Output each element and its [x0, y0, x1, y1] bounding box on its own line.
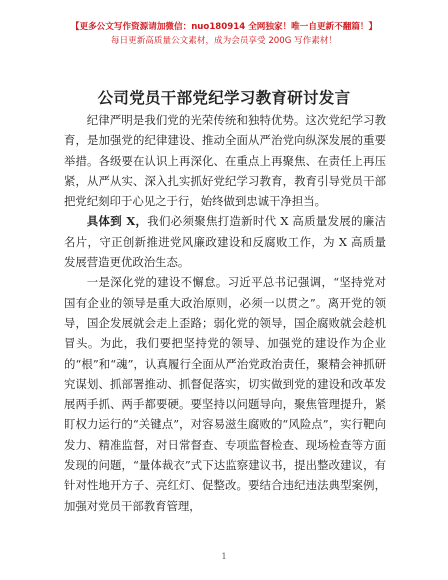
paragraph-2-lead: 具体到 X，: [86, 214, 148, 229]
paragraph-3-text: 一是深化党的建设不懈怠。习近平总书记强调，“坚持党对国有企业的领导是重大政治原则，必须一以贯之”。离开党的领导，国企发展就会走上歪路；弱化党的领导，国企腐败就会趁机冒头。为此，我们要把坚持党的领导、加强党的建设作为企业的“根”和“魂”，认真履行全面从严治党政治责任，聚精会神抓研究谋划、抓部署推动、抓督促落实，切实做到党的建设和改革发展两手抓、两手都要硬。要坚持以问题导向，聚焦管理提升，紧盯权力运行的“关键点”，对容易滋生腐败的“风险点”，实行靶向发力、精准监督，对日常督查、专项监督检查、现场检查等方面发现的问题，“量体裁衣”式下达监察建议书，提出整改建议，有针对性地开方子、亮红灯、促整改。要结合违纪违法典型案例，加强对党员干部教育管理，: [64, 275, 386, 513]
paragraph-2-text: 我们必须聚焦打造新时代 X 高质量发展的廉洁名片，守正创新推进党风廉政建设和反腐败工作，为 X 高质量发展营造更优政治生态。: [64, 214, 386, 270]
paragraph-1-text: 纪律严明是我们党的光荣传统和独特优势。这次党纪学习教育，是加强党的纪律建设、推动全面从严治党向纵深发展的重要举措。各级要在认识上再深化、在重点上再聚焦、在责任上再压紧，从严从实、深入扎实抓好党纪学习教育，教育引导党员干部把党纪刻印于心见之于行，始终做到忠诚干净担当。: [64, 113, 386, 209]
promo-banner: [0, 20, 448, 48]
paragraph-1: [64, 110, 386, 211]
promo-banner-line-2: 每日更新高质量公文素材，成为会员享受 200G 写作素材！: [110, 36, 338, 46]
document-title: 公司党员干部党纪学习教育研讨发言: [97, 89, 351, 107]
page-number: 1: [221, 552, 227, 561]
paragraph-2: [64, 211, 386, 272]
promo-banner-line-1: 【更多公文写作资源请加微信：nuo180914 全网独家！唯一自更新不翻篇！】: [70, 22, 378, 32]
paragraph-3: [64, 272, 386, 516]
document-body: [64, 110, 386, 516]
